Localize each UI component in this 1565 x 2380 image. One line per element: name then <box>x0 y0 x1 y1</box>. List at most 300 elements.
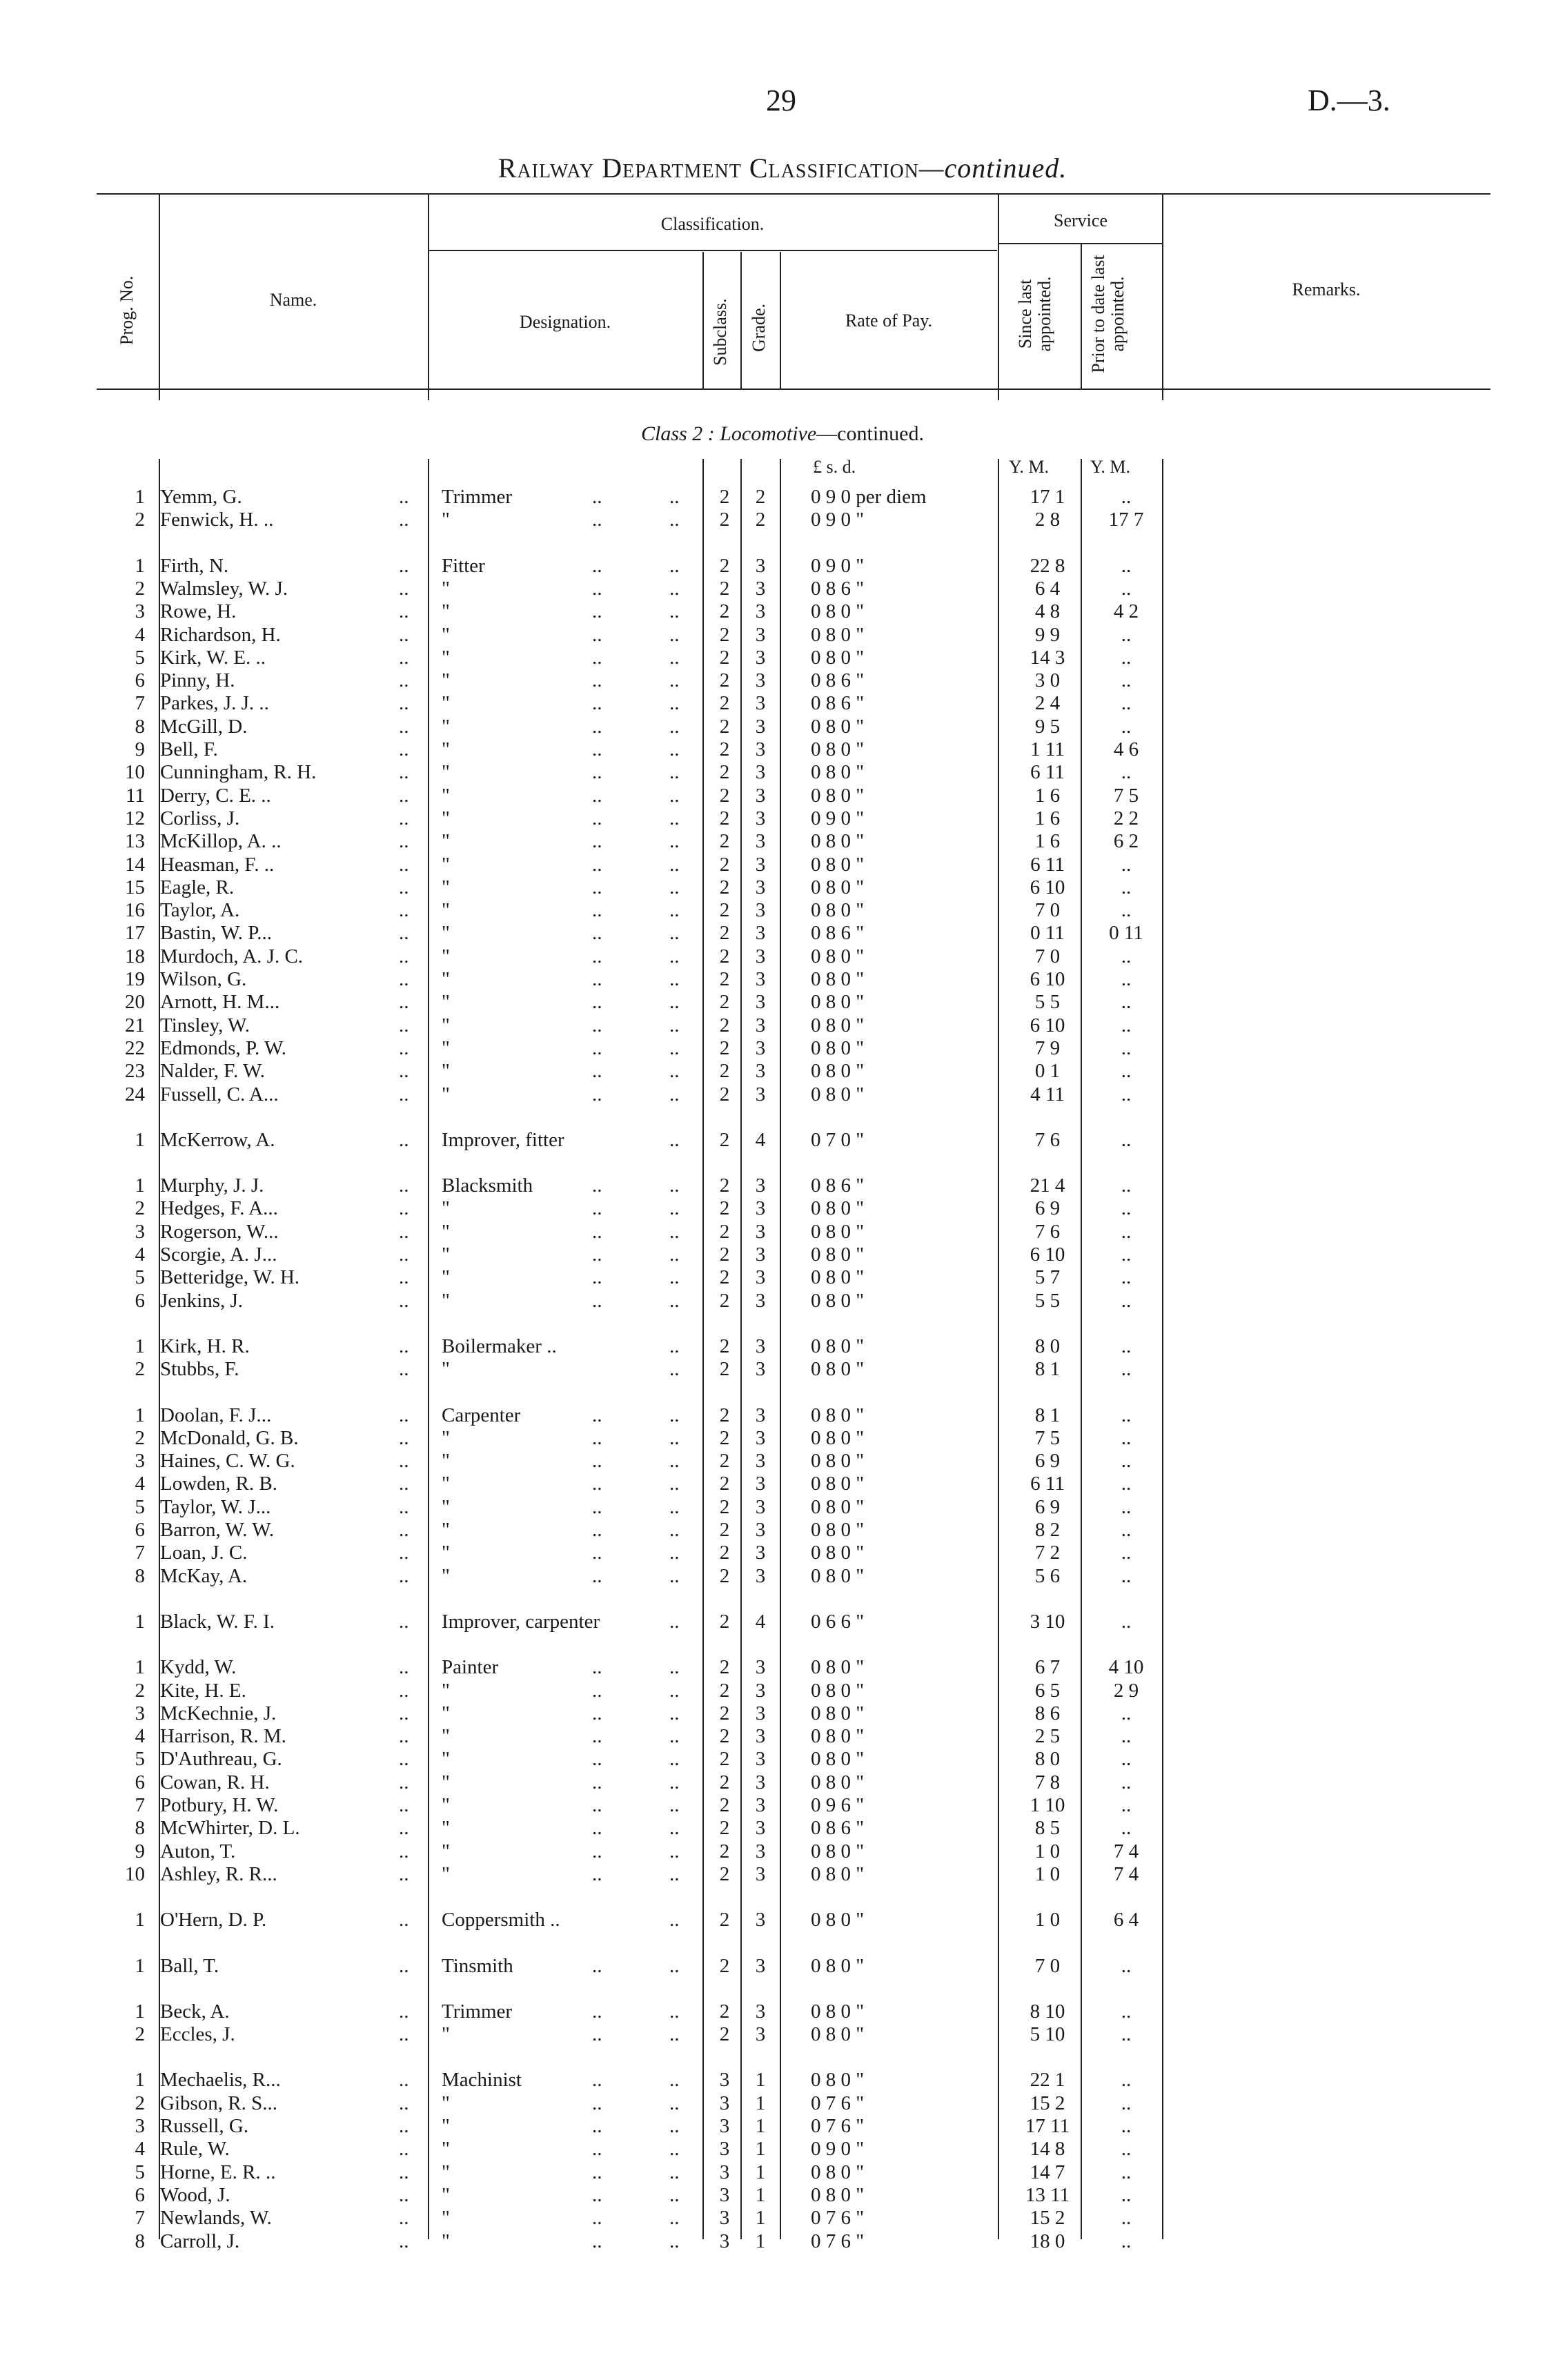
employee-name: McKechnie, J. <box>160 1702 277 1724</box>
leader-dots: .. <box>399 1266 409 1289</box>
prog-no: 3 <box>135 1450 145 1473</box>
leader-dots: .. <box>592 1954 602 1977</box>
since-last-appointed: 13 11 <box>1025 2183 1070 2206</box>
designation: " <box>442 1794 450 1816</box>
grade: 1 <box>755 2207 766 2230</box>
subclass: 2 <box>719 1220 730 1243</box>
rate-of-pay: 0 8 0 " <box>811 600 865 623</box>
rate-of-pay: 0 7 6 " <box>811 2115 865 2137</box>
grade: 3 <box>755 1335 766 1357</box>
prior-service: .. <box>1121 2115 1132 2137</box>
leader-dots: .. <box>592 1748 602 1771</box>
leader-dots: .. <box>592 1862 602 1885</box>
employee-name: Pinny, H. <box>160 669 235 692</box>
since-last-appointed: 6 7 <box>1034 1656 1061 1679</box>
leader-dots: .. <box>399 1358 409 1381</box>
prior-service: .. <box>1121 646 1132 669</box>
designation: " <box>442 2092 450 2114</box>
leader-dots: .. <box>669 2092 680 2114</box>
prior-service: .. <box>1121 1473 1132 1495</box>
designation: " <box>442 715 450 738</box>
leader-dots: .. <box>592 991 602 1014</box>
leader-dots: .. <box>669 2069 680 2092</box>
leader-dots: .. <box>592 1220 602 1243</box>
subclass: 3 <box>719 2138 730 2161</box>
leader-dots: .. <box>399 509 409 531</box>
designation: " <box>442 1450 450 1473</box>
since-last-appointed: 22 8 <box>1030 554 1065 577</box>
subclass: 2 <box>719 1404 730 1426</box>
prog-no: 5 <box>135 646 145 669</box>
rate-of-pay: 0 8 0 " <box>811 1679 865 1702</box>
prog-no: 8 <box>135 1564 145 1587</box>
leader-dots: .. <box>669 1036 680 1059</box>
leader-dots: .. <box>399 1036 409 1059</box>
leader-dots: .. <box>399 1083 409 1105</box>
since-last-appointed: 6 10 <box>1030 1014 1065 1036</box>
designation: " <box>442 1519 450 1541</box>
leader-dots: .. <box>669 968 680 990</box>
employee-name: Corliss, J. <box>160 807 240 829</box>
leader-dots: .. <box>669 1817 680 1840</box>
designation: Carpenter <box>442 1404 521 1426</box>
prior-service: .. <box>1121 692 1132 715</box>
prior-service: .. <box>1121 623 1132 646</box>
leader-dots: .. <box>592 1083 602 1105</box>
leader-dots: .. <box>669 1128 680 1151</box>
subclass: 2 <box>719 600 730 623</box>
since-last-appointed: 2 5 <box>1034 1725 1061 1748</box>
grade: 3 <box>755 669 766 692</box>
rate-of-pay: 0 8 0 " <box>811 1725 865 1748</box>
leader-dots: .. <box>669 1656 680 1679</box>
prior-service: .. <box>1121 968 1132 990</box>
since-last-appointed: 8 5 <box>1034 1817 1061 1840</box>
rate-of-pay: 0 8 6 " <box>811 1817 865 1840</box>
employee-name: Russell, G. <box>160 2115 249 2137</box>
leader-dots: .. <box>399 2023 409 2046</box>
grade: 3 <box>755 1358 766 1381</box>
prior-service: .. <box>1121 899 1132 922</box>
leader-dots: .. <box>592 1243 602 1266</box>
prog-no: 12 <box>125 807 145 829</box>
leader-dots: .. <box>399 1450 409 1473</box>
subclass: 2 <box>719 577 730 600</box>
since-last-appointed: 1 6 <box>1034 807 1061 829</box>
grade: 3 <box>755 1771 766 1793</box>
units-pay: £ s. d. <box>813 457 856 477</box>
grade: 1 <box>755 2069 766 2092</box>
prior-service: 4 6 <box>1113 738 1139 760</box>
rate-of-pay: 0 8 0 " <box>811 738 865 760</box>
prog-no: 16 <box>125 899 145 922</box>
employee-name: Auton, T. <box>160 1840 236 1862</box>
grade: 3 <box>755 715 766 738</box>
leader-dots: .. <box>399 991 409 1014</box>
employee-name: Scorgie, A. J... <box>160 1243 277 1266</box>
rate-of-pay: 0 9 0 " <box>811 509 865 531</box>
since-last-appointed: 8 2 <box>1034 1519 1061 1541</box>
since-last-appointed: 4 8 <box>1034 600 1061 623</box>
prior-service: .. <box>1121 1954 1132 1977</box>
header-service: Service <box>1054 210 1108 230</box>
prog-no: 13 <box>125 830 145 853</box>
grade: 3 <box>755 1495 766 1518</box>
leader-dots: .. <box>399 922 409 945</box>
subclass: 2 <box>719 1679 730 1702</box>
employee-name: Carroll, J. <box>160 2230 240 2252</box>
leader-dots: .. <box>399 968 409 990</box>
grade: 3 <box>755 1426 766 1449</box>
designation: " <box>442 1243 450 1266</box>
prior-service: .. <box>1121 1702 1132 1724</box>
leader-dots: .. <box>669 1679 680 1702</box>
leader-dots: .. <box>592 2230 602 2252</box>
grade: 3 <box>755 1197 766 1220</box>
grade: 3 <box>755 1909 766 1931</box>
rate-of-pay: 0 8 0 " <box>811 1702 865 1724</box>
subclass: 2 <box>719 1794 730 1816</box>
designation: " <box>442 2115 450 2137</box>
designation: " <box>442 1771 450 1793</box>
employee-name: Heasman, F. .. <box>160 853 275 876</box>
grade: 3 <box>755 1450 766 1473</box>
rate-of-pay: 0 8 0 " <box>811 991 865 1014</box>
leader-dots: .. <box>399 1060 409 1083</box>
leader-dots: .. <box>669 2207 680 2230</box>
leader-dots: .. <box>592 807 602 829</box>
since-last-appointed: 1 11 <box>1030 738 1065 760</box>
rate-of-pay: 0 8 0 " <box>811 2183 865 2206</box>
prior-service: .. <box>1121 853 1132 876</box>
leader-dots: .. <box>399 899 409 922</box>
document-reference: D.—3. <box>1308 83 1390 117</box>
leader-dots: .. <box>399 1426 409 1449</box>
employee-name: Gibson, R. S... <box>160 2092 278 2114</box>
prog-no: 14 <box>125 853 145 876</box>
prog-no: 4 <box>135 1725 145 1748</box>
subclass: 2 <box>719 761 730 784</box>
prior-service: .. <box>1121 1243 1132 1266</box>
subclass: 2 <box>719 1128 730 1151</box>
leader-dots: .. <box>399 1909 409 1931</box>
grade: 3 <box>755 807 766 829</box>
leader-dots: .. <box>669 486 680 508</box>
designation: " <box>442 1220 450 1243</box>
prog-no: 3 <box>135 2115 145 2137</box>
leader-dots: .. <box>669 692 680 715</box>
leader-dots: .. <box>669 1794 680 1816</box>
grade: 3 <box>755 1243 766 1266</box>
grade: 3 <box>755 876 766 898</box>
leader-dots: .. <box>669 577 680 600</box>
leader-dots: .. <box>669 2183 680 2206</box>
prog-no: 1 <box>135 1954 145 1977</box>
employee-name: Taylor, A. <box>160 899 240 922</box>
subclass: 2 <box>719 738 730 760</box>
leader-dots: .. <box>669 1564 680 1587</box>
designation: " <box>442 807 450 829</box>
employee-name: Fenwick, H. .. <box>160 509 274 531</box>
rate-of-pay: 0 8 0 " <box>811 1656 865 1679</box>
grade: 3 <box>755 2000 766 2023</box>
employee-name: Lowden, R. B. <box>160 1473 277 1495</box>
subclass: 2 <box>719 1771 730 1793</box>
leader-dots: .. <box>592 761 602 784</box>
leader-dots: .. <box>592 1840 602 1862</box>
prog-no: 1 <box>135 1656 145 1679</box>
prior-service: 6 2 <box>1113 830 1139 853</box>
prior-service: .. <box>1121 669 1132 692</box>
employee-name: Wood, J. <box>160 2183 230 2206</box>
subclass: 2 <box>719 1473 730 1495</box>
leader-dots: .. <box>592 1266 602 1289</box>
prior-service: .. <box>1121 1289 1132 1312</box>
prior-service: 6 4 <box>1113 1909 1139 1931</box>
prog-no: 1 <box>135 2069 145 2092</box>
prior-service: .. <box>1121 1542 1132 1564</box>
prog-no: 22 <box>125 1036 145 1059</box>
grade: 3 <box>755 1679 766 1702</box>
leader-dots: .. <box>669 899 680 922</box>
since-last-appointed: 3 10 <box>1030 1610 1065 1633</box>
since-last-appointed: 6 9 <box>1034 1197 1061 1220</box>
employee-name: Haines, C. W. G. <box>160 1450 295 1473</box>
prior-service: 0 11 <box>1109 922 1143 945</box>
leader-dots: .. <box>592 715 602 738</box>
designation: Blacksmith <box>442 1174 533 1197</box>
since-last-appointed: 6 10 <box>1030 968 1065 990</box>
rate-of-pay: 0 8 0 " <box>811 1289 865 1312</box>
prog-no: 1 <box>135 1610 145 1633</box>
rate-of-pay: 0 8 0 " <box>811 1450 865 1473</box>
employee-name: McWhirter, D. L. <box>160 1817 300 1840</box>
prog-no: 6 <box>135 1771 145 1793</box>
grade: 1 <box>755 2115 766 2137</box>
designation: Fitter <box>442 554 485 577</box>
employee-name: O'Hern, D. P. <box>160 1909 267 1931</box>
since-last-appointed: 7 6 <box>1034 1128 1061 1151</box>
designation: " <box>442 2138 450 2161</box>
designation: " <box>442 1426 450 1449</box>
prior-service: .. <box>1121 1564 1132 1587</box>
prog-no: 1 <box>135 554 145 577</box>
designation: " <box>442 2230 450 2252</box>
grade: 3 <box>755 1174 766 1197</box>
prior-service: .. <box>1121 1725 1132 1748</box>
leader-dots: .. <box>669 2023 680 2046</box>
prog-no: 1 <box>135 1909 145 1931</box>
designation: " <box>442 784 450 807</box>
subclass: 2 <box>719 646 730 669</box>
employee-name: Rogerson, W... <box>160 1220 279 1243</box>
leader-dots: .. <box>669 761 680 784</box>
subclass: 2 <box>719 1862 730 1885</box>
grade: 3 <box>755 991 766 1014</box>
leader-dots: .. <box>669 1426 680 1449</box>
rate-of-pay: 0 8 0 " <box>811 784 865 807</box>
prior-service: .. <box>1121 2183 1132 2206</box>
employee-name: Derry, C. E. .. <box>160 784 271 807</box>
prior-service: .. <box>1121 1519 1132 1541</box>
rate-of-pay: 0 8 0 " <box>811 2161 865 2183</box>
employee-name: Richardson, H. <box>160 623 281 646</box>
rate-of-pay: 0 8 0 " <box>811 1954 865 1977</box>
subclass: 2 <box>719 1817 730 1840</box>
prog-no: 1 <box>135 1404 145 1426</box>
designation: " <box>442 1702 450 1724</box>
designation: " <box>442 1036 450 1059</box>
rate-of-pay: 0 8 0 " <box>811 1335 865 1357</box>
subclass: 2 <box>719 968 730 990</box>
employee-name: Wilson, G. <box>160 968 247 990</box>
prog-no: 7 <box>135 692 145 715</box>
since-last-appointed: 7 0 <box>1034 945 1061 967</box>
leader-dots: .. <box>592 1702 602 1724</box>
employee-name: Firth, N. <box>160 554 229 577</box>
prior-service: .. <box>1121 1610 1132 1633</box>
leader-dots: .. <box>399 761 409 784</box>
designation: " <box>442 1289 450 1312</box>
employee-name: Murdoch, A. J. C. <box>160 945 304 967</box>
employee-name: Horne, E. R. .. <box>160 2161 276 2183</box>
leader-dots: .. <box>592 509 602 531</box>
leader-dots: .. <box>399 1128 409 1151</box>
rate-of-pay: 0 8 0 " <box>811 761 865 784</box>
grade: 3 <box>755 853 766 876</box>
prog-no: 10 <box>125 1862 145 1885</box>
prog-no: 2 <box>135 2092 145 2114</box>
rate-of-pay: 0 8 0 " <box>811 715 865 738</box>
prior-service: .. <box>1121 577 1132 600</box>
grade: 3 <box>755 1725 766 1748</box>
leader-dots: .. <box>399 577 409 600</box>
prior-service: .. <box>1121 1404 1132 1426</box>
grade: 3 <box>755 922 766 945</box>
prior-service: .. <box>1121 1495 1132 1518</box>
grade: 4 <box>755 1610 766 1633</box>
grade: 3 <box>755 1840 766 1862</box>
grade: 3 <box>755 1289 766 1312</box>
employee-name: Barron, W. W. <box>160 1519 275 1541</box>
leader-dots: .. <box>592 1197 602 1220</box>
prog-no: 4 <box>135 1473 145 1495</box>
leader-dots: .. <box>399 1656 409 1679</box>
since-last-appointed: 21 4 <box>1030 1174 1065 1197</box>
leader-dots: .. <box>399 784 409 807</box>
since-last-appointed: 7 2 <box>1034 1542 1061 1564</box>
since-last-appointed: 6 9 <box>1034 1450 1061 1473</box>
grade: 3 <box>755 738 766 760</box>
leader-dots: .. <box>669 600 680 623</box>
employee-name: Rowe, H. <box>160 600 237 623</box>
subclass: 2 <box>719 623 730 646</box>
since-last-appointed: 6 10 <box>1030 1243 1065 1266</box>
rate-of-pay: 0 7 6 " <box>811 2092 865 2114</box>
since-last-appointed: 1 0 <box>1034 1840 1061 1862</box>
prog-no: 15 <box>125 876 145 898</box>
leader-dots: .. <box>669 1610 680 1633</box>
since-last-appointed: 7 0 <box>1034 1954 1061 1977</box>
prior-service: .. <box>1121 991 1132 1014</box>
since-last-appointed: 1 6 <box>1034 830 1061 853</box>
leader-dots: .. <box>669 1289 680 1312</box>
leader-dots: .. <box>592 945 602 967</box>
leader-dots: .. <box>669 2000 680 2023</box>
prior-service: .. <box>1121 945 1132 967</box>
designation: Painter <box>442 1656 499 1679</box>
designation: Boilermaker .. <box>442 1335 557 1357</box>
rate-of-pay: 0 8 0 " <box>811 1083 865 1105</box>
since-last-appointed: 7 8 <box>1034 1771 1061 1793</box>
prior-service: 7 4 <box>1113 1862 1139 1885</box>
rate-of-pay: 0 8 0 " <box>811 2023 865 2046</box>
prior-service: .. <box>1121 486 1132 508</box>
prog-no: 5 <box>135 1266 145 1289</box>
prog-no: 2 <box>135 1426 145 1449</box>
prog-no: 7 <box>135 1794 145 1816</box>
designation: " <box>442 2161 450 2183</box>
grade: 3 <box>755 1266 766 1289</box>
rate-of-pay: 0 8 0 " <box>811 899 865 922</box>
leader-dots: .. <box>669 509 680 531</box>
employee-name: Rule, W. <box>160 2138 230 2161</box>
designation: " <box>442 1014 450 1036</box>
designation: " <box>442 738 450 760</box>
leader-dots: .. <box>592 692 602 715</box>
prog-no: 17 <box>125 922 145 945</box>
prior-service: .. <box>1121 1771 1132 1793</box>
rate-of-pay: 0 8 0 " <box>811 1220 865 1243</box>
leader-dots: .. <box>669 1771 680 1793</box>
designation: Trimmer <box>442 486 513 508</box>
leader-dots: .. <box>592 1404 602 1426</box>
units-since: Y. M. <box>1009 457 1050 477</box>
prog-no: 2 <box>135 1358 145 1381</box>
prog-no: 6 <box>135 669 145 692</box>
prior-service: 17 7 <box>1108 509 1144 531</box>
leader-dots: .. <box>399 1702 409 1724</box>
class-caption-prefix: Class 2 : Locomotive <box>641 422 817 445</box>
leader-dots: .. <box>399 738 409 760</box>
designation: " <box>442 761 450 784</box>
leader-dots: .. <box>399 1174 409 1197</box>
designation: " <box>442 1060 450 1083</box>
designation: " <box>442 876 450 898</box>
leader-dots: .. <box>399 1564 409 1587</box>
employee-name: Kite, H. E. <box>160 1679 246 1702</box>
prog-no: 1 <box>135 1174 145 1197</box>
subclass: 2 <box>719 876 730 898</box>
designation: " <box>442 1725 450 1748</box>
since-last-appointed: 14 3 <box>1030 646 1065 669</box>
employee-name: Black, W. F. I. <box>160 1610 275 1633</box>
leader-dots: .. <box>592 577 602 600</box>
prior-service: .. <box>1121 761 1132 784</box>
subclass: 2 <box>719 1060 730 1083</box>
leader-dots: .. <box>399 1220 409 1243</box>
designation: Trimmer <box>442 2000 513 2023</box>
leader-dots: .. <box>399 1473 409 1495</box>
grade: 1 <box>755 2161 766 2183</box>
prior-service: .. <box>1121 554 1132 577</box>
leader-dots: .. <box>399 554 409 577</box>
since-last-appointed: 14 7 <box>1030 2161 1065 2183</box>
grade: 3 <box>755 968 766 990</box>
since-last-appointed: 22 1 <box>1030 2069 1065 2092</box>
prog-no: 21 <box>125 1014 145 1036</box>
leader-dots: .. <box>399 945 409 967</box>
